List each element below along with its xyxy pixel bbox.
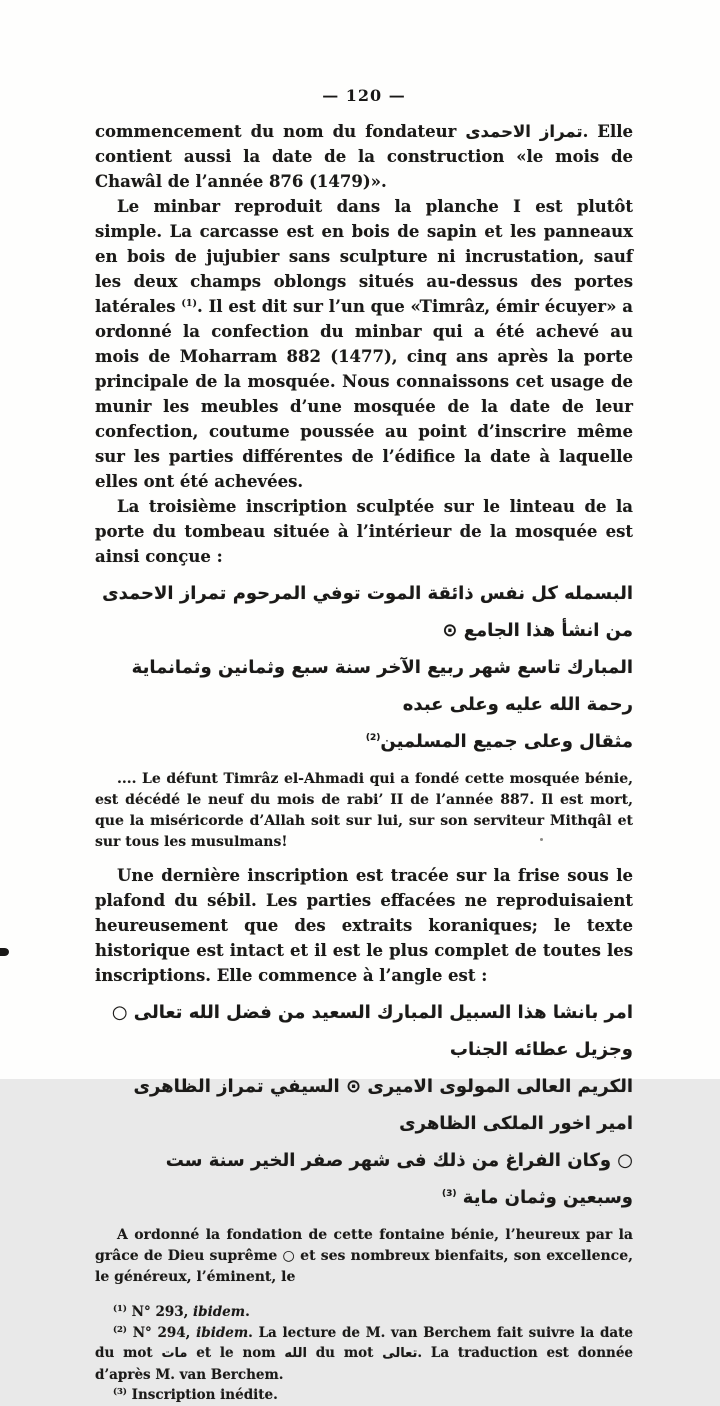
footnote-reference-3: (3): [442, 1189, 457, 1199]
arabic-inscription-line-text: ○ وكان الفراغ من ذلك فى شهر صفر الخير سنة ست وسبعين وثمان ماية: [165, 1150, 633, 1208]
translation-inscription-2: A ordonné la fondation de cette fontaine bénie, l’heureux par la grâce de Dieu suprême ○ et ses nombreux bienfaits, son excellence, le généreux, l’éminent, le: [95, 1227, 633, 1285]
footnote-ibidem: ibidem: [193, 1304, 246, 1320]
footnote-text: .: [245, 1304, 250, 1320]
paragraph-text: Le minbar reproduit dans la planche I est plutôt simple. La carcasse est en bois de sapin et les panneaux en bois de jujubier sans sculpture ni incrustation, sauf les deux champs oblongs situés au-dessus des portes latérales: [95, 197, 633, 316]
footnotes-section: [95, 1302, 633, 1406]
footnote-text: du mot: [306, 1345, 383, 1361]
footnote-reference-2: (2): [365, 733, 381, 743]
footnote-reference-1: (1): [181, 298, 197, 309]
paragraph-troisieme-inscription: La troisième inscription sculptée sur le linteau de la porte du tombeau située à l’intérieur de la mosquée est ainsi conçue :: [95, 497, 633, 566]
arabic-inscription-line: [95, 723, 633, 760]
arabic-inline-founder-name: تمراز الاحمدى: [465, 122, 583, 141]
footnote-text: . La traduction est donnée d’après M. van Berchem.: [95, 1345, 633, 1383]
footnote-text: et le nom: [187, 1345, 285, 1361]
arabic-inscription-line: المبارك تاسع شهر ربيع الآخر سنة سبع وثمانين وثمانماية رحمة الله عليه وعلى عبده: [131, 657, 633, 715]
scan-dust-speck: [540, 838, 543, 841]
paragraph-text: . Elle contient aussi la date de la construction «le mois de Chawâl de l’année 876 (1479)».: [95, 122, 633, 191]
footnote-text: . La lecture de M. van Berchem fait suivre la date du mot: [95, 1324, 634, 1361]
footnote-marker: (2): [113, 1324, 127, 1335]
text-column: [95, 86, 633, 1406]
paragraph-text: . Il est dit sur l’un que «Timrâz, émir écuyer» a ordonné la confection du minbar qui a été achevé au mois de Moharram 882 (1477), cinq ans après la porte principale de la mosquée. Nous connaissons cet usage de munir les meubles d’une mosquée de la date de leur confection, coutume poussée au point d’inscrire même sur les parties différentes de l’édifice la date à laquelle elles ont été achevées.: [95, 297, 633, 491]
arabic-inscription-line: [95, 1142, 633, 1216]
footnote-3: [95, 1385, 633, 1406]
page-number: — 120 —: [322, 86, 406, 105]
arabic-inscription-line: امر بانشا هذا السبيل المبارك السعيد من فضل الله تعالى ○ وجزيل عطائه الجناب: [111, 1002, 633, 1060]
scan-ink-speck: [0, 948, 9, 956]
footnote-ibidem: ibidem: [196, 1324, 249, 1341]
footnote-marker: (1): [113, 1304, 127, 1314]
footnote-marker: (3): [113, 1387, 127, 1397]
arabic-inscription-line: الكريم العالى المولوى الاميرى ⊙ السيفي تمراز الظاهرى امير اخور الملكى الظاهرى: [133, 1076, 633, 1134]
arabic-word-allah: الله: [284, 1346, 307, 1361]
arabic-inscription-line-text: مثقال وعلى جميع المسلمين: [380, 731, 633, 752]
translation-inscription-1: .... Le défunt Timrâz el-Ahmadi qui a fondé cette mosquée bénie, est décédé le neuf du mois de rabi’ II de l’année 887. Il est mort, que la miséricorde d’Allah soit sur lui, sur son serviteur Mithqâl et sur tous les musulmans!: [95, 771, 633, 850]
paragraph-derniere-inscription: Une dernière inscription est tracée sur la frise sous le plafond du sébil. Les parties effacées ne reproduisaient heureusement que des extraits koraniques; le texte historique est intact et il est le plus complet de toutes les inscriptions. Elle commence à l’angle est :: [95, 866, 633, 985]
arabic-inscription-block-1: [95, 575, 633, 760]
footnote-text: N° 294,: [126, 1324, 197, 1341]
paragraph-fondateur: [95, 119, 633, 194]
paragraph-minbar: [95, 194, 633, 494]
arabic-word-taala: تعالى: [382, 1346, 418, 1361]
paragraph-text: commencement du nom du fondateur: [95, 122, 466, 141]
footnote-text: N° 293,: [126, 1304, 194, 1320]
main-text: [95, 119, 633, 1406]
footnote-2: [95, 1323, 633, 1386]
footnote-text: Inscription inédite.: [126, 1387, 278, 1403]
arabic-inscription-line: البسمله كل نفس ذائقة الموت توفي المرحوم تمراز الاحمدى من انشأ هذا الجامع ⊙: [102, 583, 633, 641]
arabic-inscription-block-2: [95, 994, 633, 1216]
footnote-1: [95, 1302, 633, 1323]
arabic-word-mata: مات: [161, 1346, 188, 1361]
